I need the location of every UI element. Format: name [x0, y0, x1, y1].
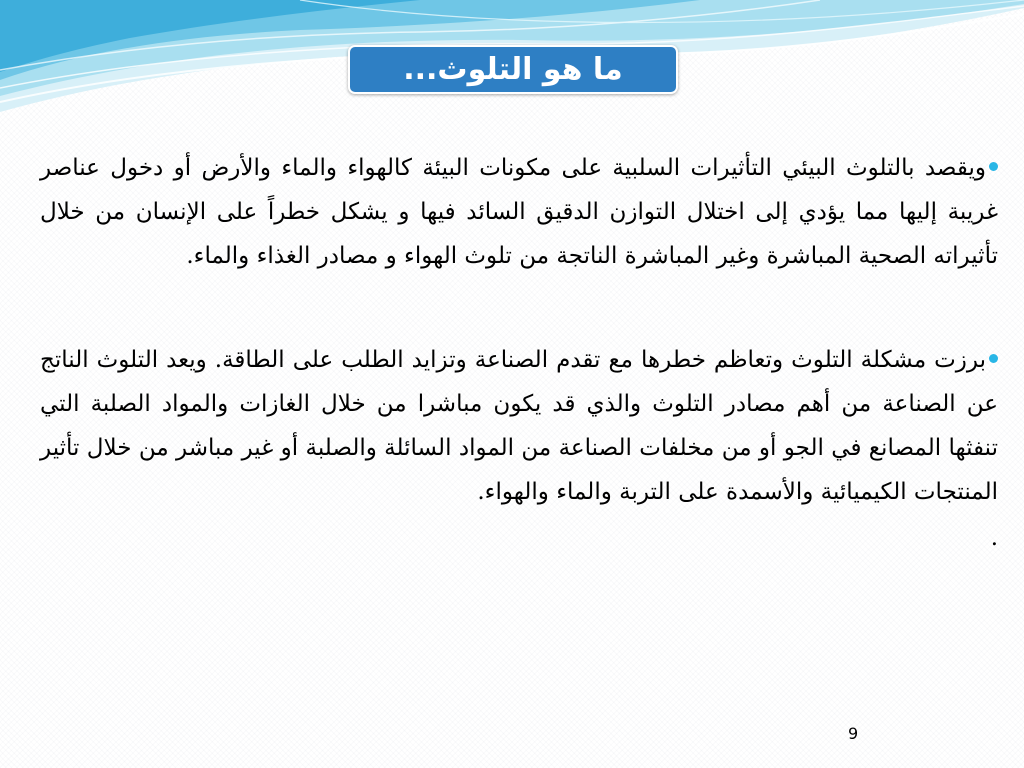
paragraph-industrial-pollution	[40, 338, 998, 514]
bullet-dot-icon	[989, 354, 998, 363]
title-box	[348, 45, 678, 94]
page-number: 9	[848, 724, 859, 743]
slide-title: ما هو التلوث...	[403, 51, 623, 87]
paragraph-text: ويقصد بالتلوث البيئي التأثيرات السلبية على مكونات البيئة كالهواء والماء والأرض أو دخول عناصر غريبة إليها مما يؤدي إلى اختلال التوازن الدقيق السائد فيها و يشكل خطراً على الإنسان من خلال تأثيراته الصحية المباشرة وغير المباشرة الناتجة من تلوث الهواء و مصادر الغذاء والماء.	[40, 155, 998, 269]
paragraph-text: برزت مشكلة التلوث وتعاظم خطرها مع تقدم الصناعة وتزايد الطلب على الطاقة. ويعد التلوث الناتج عن الصناعة من أهم مصادر التلوث والذي قد يكون مباشرا من خلال الغازات والمواد الصلبة التي تنفثها المصانع في الجو أو من مخلفات الصناعة من المواد السائلة والصلبة أو غير مباشر من خلال تأثير المنتجات الكيميائية والأسمدة على التربة والماء والهواء.	[40, 347, 998, 505]
slide-content	[40, 146, 998, 560]
trailing-dot: .	[990, 525, 998, 551]
bullet-dot-icon	[989, 162, 998, 171]
paragraph-pollution-definition	[40, 146, 998, 278]
